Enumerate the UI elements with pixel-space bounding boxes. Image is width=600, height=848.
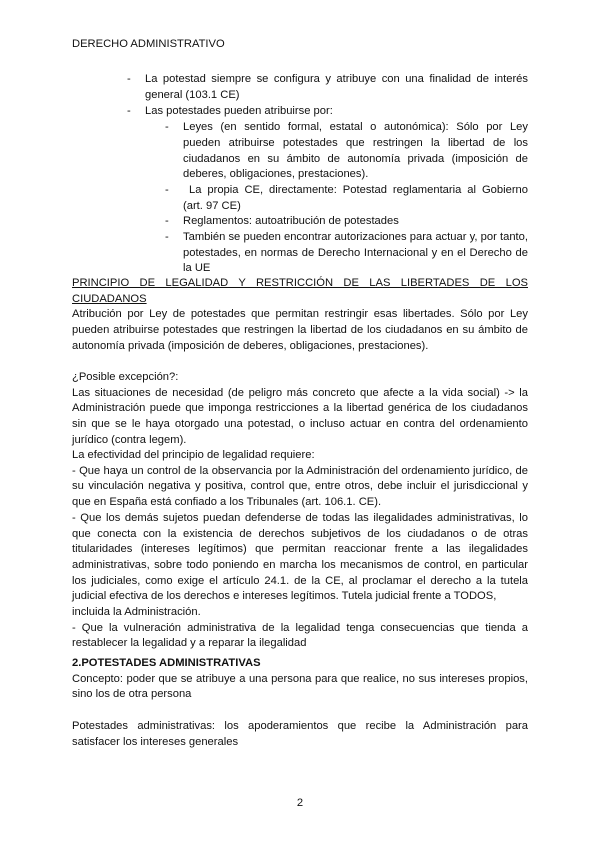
effectiveness-point: - Que haya un control de la observancia por la Administración del ordenamiento jurídico, de su vinculación negativa y positiva, control que, entre otros, debe incluir el jurisdiccional y que en España está confiado a los Tribunales (art. 106.1. CE). [72, 464, 528, 509]
running-header: DERECHO ADMINISTRATIVO [72, 38, 225, 50]
bullet-dash: - [127, 105, 131, 118]
list-item [72, 104, 528, 120]
effectiveness-section [72, 448, 528, 652]
sub-list-item [72, 183, 532, 214]
sub-list-item [72, 120, 528, 183]
exception-section [72, 370, 528, 449]
principle-heading: PRINCIPIO DE LEGALIDAD Y RESTRICCIÓN DE LAS LIBERTADES DE LOS CIUDADANOS [72, 277, 528, 305]
concept-text: Concepto: poder que se atribuye a una persona para que realice, no sus intereses propios, sino los de otra persona [72, 672, 528, 701]
sub-list-item [72, 214, 528, 230]
definition-text: Potestades administrativas: los apoderamientos que recibe la Administración para satisfacer los intereses generales [72, 719, 528, 748]
sub-item-text: También se pueden encontrar autorizaciones para actuar y, por tanto, potestades, en normas de Derecho Internacional y en el Derecho de la UE [183, 231, 528, 275]
list-item-text: La potestad siempre se configura y atribuye con una finalidad de interés general (103.1 CE) [145, 73, 528, 101]
effectiveness-intro: La efectividad del principio de legalidad requiere: [72, 449, 315, 461]
sub-item-text: La propia CE, directamente: Potestad reglamentaria al Gobierno (art. 97 CE) [183, 183, 532, 212]
exception-text: Las situaciones de necesidad (de peligro más concreto que afecte a la vida social) -> la Administración puede que imponga restricciones a la libertad genérica de los ciudadanos sin que se le haya otorgado una potestad, o incluso actuar en contra del ordenamiento jurídico (contra legem). [72, 386, 528, 446]
bullet-dash: - [165, 183, 169, 196]
bullet-dash: - [165, 231, 169, 244]
principle-section [72, 276, 528, 355]
potestad-list [72, 72, 532, 277]
bullet-dash: - [165, 121, 169, 134]
page-number: 2 [296, 797, 304, 809]
list-item-text: Las potestades pueden atribuirse por: [145, 105, 333, 118]
effectiveness-point: - Que los demás sujetos puedan defenderse de todas las ilegalidades administrativas, lo que conecta con la existencia de derechos subjetivos de los ciudadanos o de otras titularidades (intereses legítimos) que permitan reaccionar frente a las ilegalidades administrativas, sobre todo poniendo en marcha los mecanismos de control, en particular los judiciales, como exige el artículo 24.1. de la CE, al proclamar el derecho a la tutela judicial efectiva de los derechos e intereses legítimos. Tutela judicial frente a TODOS, [72, 511, 528, 603]
section-2-heading: 2.POTESTADES ADMINISTRATIVAS [72, 657, 261, 669]
sub-item-text: Reglamentos: autoatribución de potestades [183, 215, 399, 228]
effectiveness-point-cont: incluida la Administración. [72, 606, 201, 619]
effectiveness-point: - Que la vulneración administrativa de la legalidad tenga consecuencias que tienda a restablecer la legalidad y a reparar la ilegalidad [72, 621, 528, 650]
bullet-dash: - [127, 73, 131, 85]
section-2 [72, 656, 528, 750]
exception-question: ¿Posible excepción?: [72, 371, 179, 383]
list-item [72, 72, 528, 103]
bullet-dash: - [165, 215, 169, 228]
sub-item-text: Leyes (en sentido formal, estatal o autonómica): Sólo por Ley pueden atribuirse potestades que restringen la libertad de los ciudadanos en su ámbito de autonomía privada (imposición de deberes, obligaciones, prestaciones). [183, 121, 528, 181]
sub-list-item [72, 230, 528, 277]
principle-text: Atribución por Ley de potestades que permitan restringir esas libertades. Sólo por Ley pueden atribuirse potestades que restringen la libertad de los ciudadanos en su ámbito de autonomía privada (imposición de deberes, obligaciones, prestaciones). [72, 308, 528, 352]
